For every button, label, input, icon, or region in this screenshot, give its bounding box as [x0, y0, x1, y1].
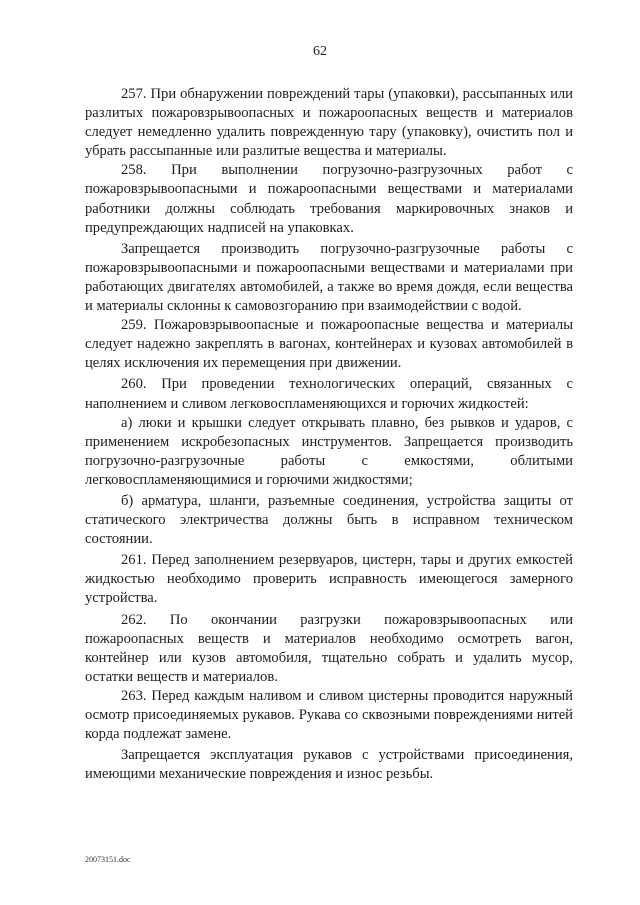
- document-file-code: 20073151.doc: [85, 855, 131, 864]
- paragraph-258: 258. При выполнении погрузочно-разгрузочных работ с пожаровзрывоопасными и пожароопасными веществами и материалами работники должны соблюдать требования маркировочных знаков и предупреждающих надписей на упаковках.: [85, 162, 573, 236]
- paragraph-263: 263. Перед каждым наливом и сливом цистерны проводится наружный осмотр присоединяемых рукавов. Рукава со сквозными повреждениями нитей корда подлежат замене.: [85, 687, 573, 743]
- paragraph-257: 257. При обнаружении повреждений тары (упаковки), рассыпанных или разлитых пожаровзрывоопасных и пожароопасных веществ и материалов следует немедленно удалить поврежденную тару (упаковку), очистить пол и убрать рассыпанные или разлитые вещества и материалы.: [85, 86, 573, 160]
- paragraph-259: 259. Пожаровзрывоопасные и пожароопасные вещества и материалы следует надежно закреплять в вагонах, контейнерах и кузовах автомобилей в целях исключения их перемещения при движении.: [85, 317, 573, 372]
- paragraph-263-prohibition: Запрещается эксплуатация рукавов с устройствами присоединения, имеющими механические повреждения и износ резьбы.: [85, 747, 573, 783]
- paragraph-260-b: б) арматура, шланги, разъемные соединения, устройства защиты от статического электричества должны быть в исправном техническом состоянии.: [85, 492, 573, 548]
- paragraph-258-prohibition: Запрещается производить погрузочно-разгрузочные работы с пожаровзрывоопасными и пожароопасными веществами и материалами при работающих двигателях автомобилей, а также во время дождя, если вещества и материалы склонны к самовозгоранию при взаимодействии с водой.: [85, 240, 573, 315]
- paragraph-261: 261. Перед заполнением резервуаров, цистерн, тары и других емкостей жидкостью необходимо проверить исправность имеющегося замерного устройства.: [85, 552, 573, 607]
- paragraph-260-a: а) люки и крышки следует открывать плавно, без рывков и ударов, с применением искробезопасных инструментов. Запрещается производить погрузочно-разгрузочные работы с емкостями, облитыми легковоспламеняющимися и горючими жидкостями;: [85, 414, 573, 488]
- document-body: [85, 85, 573, 784]
- paragraph-260: 260. При проведении технологических операций, связанных с наполнением и сливом легковоспламеняющихся и горючих жидкостей:: [85, 376, 573, 412]
- page-number: 62: [313, 44, 327, 59]
- paragraph-262: 262. По окончании разгрузки пожаровзрывоопасных или пожароопасных веществ и материалов необходимо осмотреть вагон, контейнер или кузов автомобиля, тщательно собрать и удалить мусор, остатки веществ и материалов.: [85, 611, 573, 685]
